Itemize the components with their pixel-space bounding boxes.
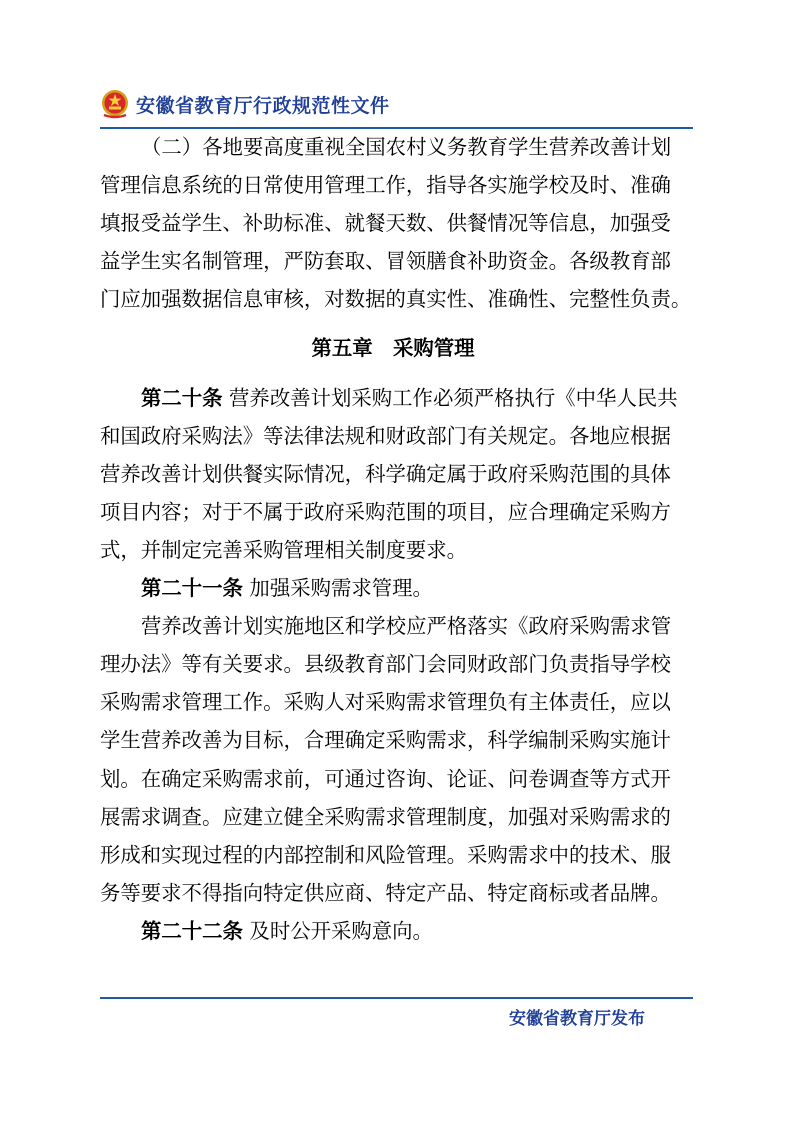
paragraph-line: 营养改善计划供餐实际情况，科学确定属于政府采购范围的具体 bbox=[100, 461, 671, 486]
paragraph-line: 门应加强数据信息审核，对数据的真实性、准确性、完整性负责。 bbox=[100, 287, 692, 312]
national-emblem-icon bbox=[100, 89, 130, 119]
paragraph-line: 务等要求不得指向特定供应商、特定产品、特定商标或者品牌。 bbox=[100, 880, 671, 905]
paragraph-line: 式，并制定完善采购管理相关制度要求。 bbox=[100, 537, 468, 562]
paragraph-line: 项目内容；对于不属于政府采购范围的项目，应合理确定采购方 bbox=[100, 499, 671, 524]
paragraph-line: 形成和实现过程的内部控制和风险管理。采购需求中的技术、服 bbox=[100, 842, 671, 867]
paragraph-line: 展需求调查。应建立健全采购需求管理制度，加强对采购需求的 bbox=[100, 804, 671, 829]
paragraph-line: 管理信息系统的日常使用管理工作，指导各实施学校及时、准确 bbox=[100, 173, 671, 198]
paragraph-line: （二）各地要高度重视全国农村义务教育学生营养改善计划 bbox=[141, 135, 672, 159]
article-22-text: 及时公开采购意向。 bbox=[242, 918, 433, 943]
article-20-text: 营养改善计划采购工作必须严格执行《中华人民共 bbox=[222, 385, 678, 410]
paragraph-line: 和国政府采购法》等法律法规和财政部门有关规定。各地应根据 bbox=[100, 423, 671, 448]
footer-publisher: 安徽省教育厅发布 bbox=[509, 1009, 645, 1029]
paragraph-line: 划。在确定采购需求前，可通过咨询、论证、问卷调查等方式开 bbox=[100, 766, 671, 791]
paragraph-line: 采购需求管理工作。采购人对采购需求管理负有主体责任，应以 bbox=[100, 690, 671, 715]
chapter-heading: 第五章 采购管理 bbox=[311, 336, 475, 361]
paragraph-line: 学生营养改善为目标，合理确定采购需求，科学编制采购实施计 bbox=[100, 728, 671, 753]
article-21-label: 第二十一条 bbox=[141, 576, 243, 601]
paragraph-line: 填报受益学生、补助标准、就餐天数、供餐情况等信息，加强受 bbox=[100, 211, 671, 236]
article-22-line bbox=[100, 912, 700, 950]
article-20-label: 第二十条 bbox=[141, 385, 223, 410]
header-title: 安徽省教育厅行政规范性文件 bbox=[136, 94, 390, 117]
paragraph-line: 益学生实名制管理，严防套取、冒领膳食补助资金。各级教育部 bbox=[100, 249, 671, 274]
article-21-line bbox=[100, 569, 700, 607]
document-header bbox=[100, 86, 390, 122]
paragraph-line: 营养改善计划实施地区和学校应严格落实《政府采购需求管 bbox=[141, 614, 672, 639]
document-body bbox=[100, 128, 700, 950]
article-21-text: 加强采购需求管理。 bbox=[242, 576, 433, 601]
footer-divider bbox=[100, 997, 693, 999]
paragraph-line: 理办法》等有关要求。县级教育部门会同财政部门负责指导学校 bbox=[100, 652, 671, 677]
article-20-first-line bbox=[100, 379, 700, 417]
article-22-label: 第二十二条 bbox=[141, 918, 243, 943]
